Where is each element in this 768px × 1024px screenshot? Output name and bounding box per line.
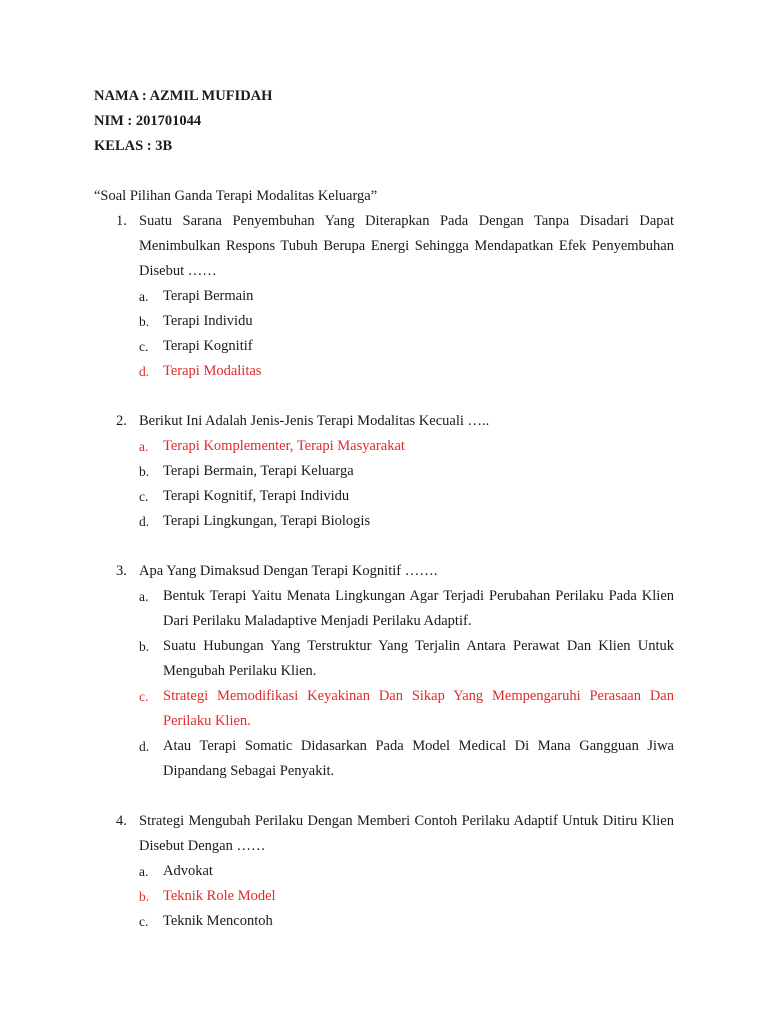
option-text: Terapi Bermain, Terapi Keluarga [163,463,354,479]
option-text: Terapi Individu [163,313,253,329]
option-letter: c. [139,914,149,929]
option-letter: c. [139,489,149,504]
option-text: Terapi Kognitif [163,338,253,354]
option-item [139,484,674,509]
option-letter: d. [139,514,150,529]
option-text: Terapi Lingkungan, Terapi Biologis [163,513,371,529]
option-text: Terapi Komplementer, Terapi Masyarakat [163,438,405,454]
option-item-correct [139,684,674,734]
question-text: Suatu Sarana Penyembuhan Yang Diterapkan Pada Dengan Tanpa Disadari Dapat Menimbulkan Respons Tubuh Berupa Energi Sehingga Mendapatkan Efek Penyembuhan Disebut …… [139,213,674,279]
option-item [139,734,674,784]
option-text: Teknik Role Model [163,888,276,904]
option-item [139,284,674,309]
student-name: NAMA : AZMIL MUFIDAH [94,88,273,104]
option-text: Strategi Memodifikasi Keyakinan Dan Sikap Yang Mempengaruhi Perasaan Dan Perilaku Klien. [163,688,674,729]
option-text: Teknik Mencontoh [163,913,273,929]
option-item [139,309,674,334]
question-item [94,559,674,784]
option-item [139,859,674,884]
option-item [139,509,674,534]
option-text: Bentuk Terapi Yaitu Menata Lingkungan Agar Terjadi Perubahan Perilaku Pada Klien Dari Perilaku Maladaptive Menjadi Perilaku Adaptif. [163,588,674,629]
option-text: Suatu Hubungan Yang Terstruktur Yang Terjalin Antara Perawat Dan Klien Untuk Mengubah Perilaku Klien. [163,638,674,679]
question-item [94,209,674,384]
option-item-correct [139,434,674,459]
student-nim: NIM : 201701044 [94,113,202,129]
option-item-correct [139,359,674,384]
option-text: Advokat [163,863,213,879]
option-text: Terapi Bermain [163,288,254,304]
option-letter: a. [139,589,149,604]
option-text: Atau Terapi Somatic Didasarkan Pada Model Medical Di Mana Gangguan Jiwa Dipandang Sebagai Penyakit. [163,738,674,779]
option-item-correct [139,884,674,909]
option-letter: b. [139,314,150,329]
option-letter: b. [139,889,150,904]
option-text: Terapi Modalitas [163,363,262,379]
question-text: Strategi Mengubah Perilaku Dengan Memberi Contoh Perilaku Adaptif Untuk Ditiru Klien Disebut Dengan …… [139,813,674,854]
option-list [139,859,674,934]
student-class: KELAS : 3B [94,138,173,154]
option-letter: b. [139,464,150,479]
option-letter: a. [139,864,149,879]
option-letter: a. [139,289,149,304]
option-letter: d. [139,739,150,754]
option-letter: c. [139,689,149,704]
option-item [139,459,674,484]
question-item [94,809,674,934]
option-item [139,334,674,359]
question-list [94,209,674,934]
question-text: Apa Yang Dimaksud Dengan Terapi Kognitif ……. [139,563,438,579]
question-number: 1. [116,213,127,229]
option-list [139,284,674,384]
option-letter: b. [139,639,150,654]
question-number: 3. [116,563,127,579]
option-item [139,634,674,684]
option-letter: c. [139,339,149,354]
question-text: Berikut Ini Adalah Jenis-Jenis Terapi Modalitas Kecuali ….. [139,413,490,429]
option-text: Terapi Kognitif, Terapi Individu [163,488,350,504]
document-title: “Soal Pilihan Ganda Terapi Modalitas Keluarga” [94,188,378,204]
option-letter: a. [139,439,149,454]
option-item [139,909,674,934]
question-number: 2. [116,413,127,429]
option-list [139,584,674,784]
option-item [139,584,674,634]
option-list [139,434,674,534]
option-letter: d. [139,364,150,379]
question-number: 4. [116,813,127,829]
question-item [94,409,674,534]
